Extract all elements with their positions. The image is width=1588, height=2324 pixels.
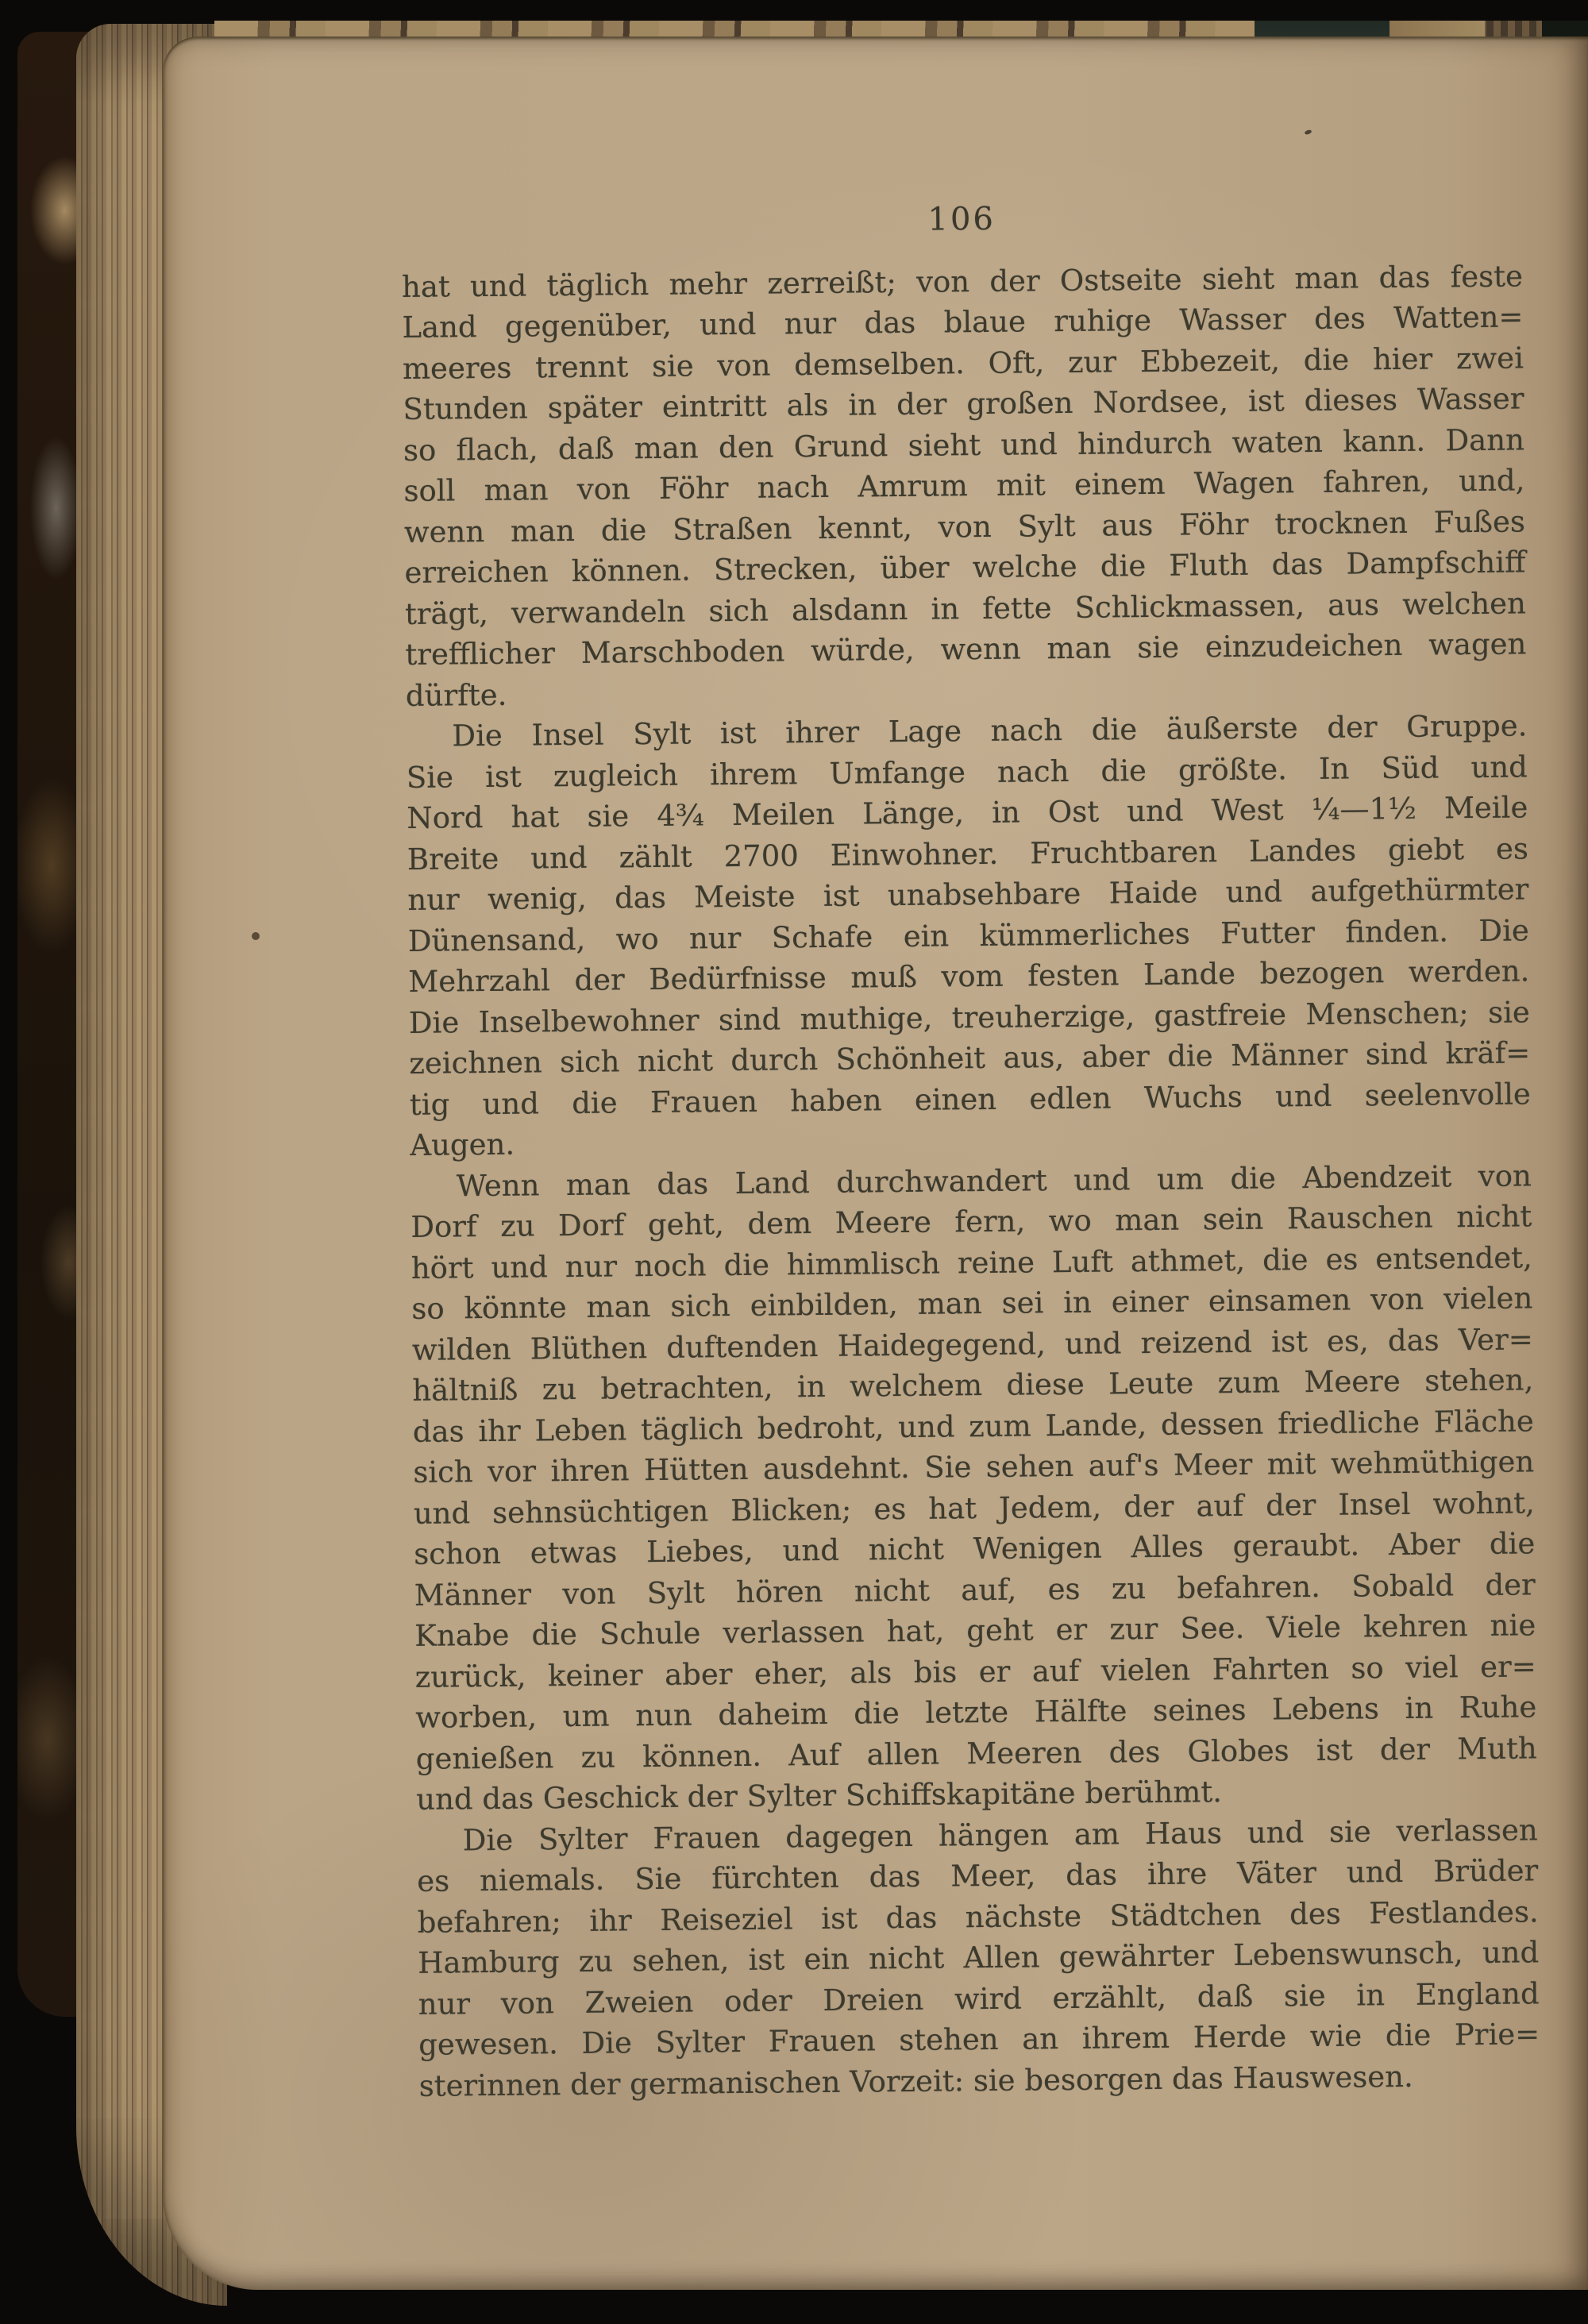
text-line: trägt, verwandeln sich alsdann in fette Schlickmassen, aus welchen xyxy=(404,585,1527,631)
text-line: Dünensand, wo nur Schafe ein kümmerliches Futter finden. Die xyxy=(407,912,1530,958)
page-text xyxy=(401,194,1540,2106)
text-line: Dorf zu Dorf geht, dem Meere fern, wo man sein Rauschen nicht xyxy=(410,1199,1532,1244)
text-line: gewesen. Die Sylter Frauen stehen an ihrem Herde wie die Prie= xyxy=(418,2017,1540,2062)
text-line: zurück, keiner aber eher, als bis er auf vielen Fahrten so viel er= xyxy=(414,1648,1536,1694)
text-line: zeichnen sich nicht durch Schönheit aus, aber die Männer sind kräf= xyxy=(409,1035,1531,1081)
text-line: hat und täglich mehr zerreißt; von der Ostseite sieht man das feste xyxy=(401,258,1524,304)
text-line: worben, um nun daheim die letzte Hälfte seines Lebens in Ruhe xyxy=(415,1690,1537,1735)
text-line: Land gegenüber, und nur das blaue ruhige Wasser des Watten= xyxy=(402,299,1524,345)
text-line: so könnte man sich einbilden, man sei in einer einsamen von vielen xyxy=(411,1281,1533,1326)
text-line: Die Inselbewohner sind muthige, treuherzige, gastfreie Menschen; sie xyxy=(408,994,1531,1040)
paragraph-2 xyxy=(406,705,1531,1166)
text-line: schon etwas Liebes, und nicht Wenigen Alles geraubt. Aber die xyxy=(414,1526,1536,1571)
text-line: Augen. xyxy=(410,1127,515,1162)
text-line: Wenn man das Land durchwandert und um die Abendzeit von xyxy=(456,1158,1532,1203)
text-line: Die Insel Sylt ist ihrer Lage nach die äußerste der Gruppe. xyxy=(452,708,1528,753)
text-line: tig und die Frauen haben einen edlen Wuchs und seelenvolle xyxy=(409,1076,1532,1122)
text-line: wenn man die Straßen kennt, von Sylt aus Föhr trocknen Fußes xyxy=(403,503,1526,549)
text-line: Mehrzahl der Bedürfnisse muß vom festen Lande bezogen werden. xyxy=(408,954,1530,999)
paragraph-4 xyxy=(417,1809,1540,2106)
text-line: soll man von Föhr nach Amrum mit einem Wagen fahren, und, xyxy=(403,463,1525,508)
text-line: Breite und zählt 2700 Einwohner. Fruchtbaren Landes giebt es xyxy=(407,831,1529,877)
text-line: Nord hat sie 4¾ Meilen Länge, in Ost und West ¼—1½ Meile xyxy=(407,790,1528,835)
text-line: Hamburg zu sehen, ist ein nicht Allen gewährter Lebenswunsch, und xyxy=(418,1935,1540,1980)
text-line: erreichen können. Strecken, über welche die Fluth das Dampfschiff xyxy=(404,545,1526,590)
text-line: Sie ist zugleich ihrem Umfange nach die größte. In Süd und xyxy=(406,749,1528,795)
text-line: nur wenig, das Meiste ist unabsehbare Haide und aufgethürmter xyxy=(407,872,1529,917)
text-line: Stunden später eintritt als in der großen Nordsee, ist dieses Wasser xyxy=(403,381,1524,426)
text-line: meeres trennt sie von demselben. Oft, zur Ebbezeit, die hier zwei xyxy=(402,340,1524,386)
text-line: befahren; ihr Reiseziel ist das nächste Städtchen des Festlandes. xyxy=(417,1894,1539,1940)
book-page xyxy=(163,37,1588,2290)
text-line: Männer von Sylt hören nicht auf, es zu befahren. Sobald der xyxy=(414,1567,1536,1613)
text-line: Die Sylter Frauen dagegen hängen am Haus und sie verlassen xyxy=(462,1812,1538,1857)
text-line: das ihr Leben täglich bedroht, und zum Lande, dessen friedliche Fläche xyxy=(412,1403,1534,1449)
page-number: 106 xyxy=(927,200,996,238)
text-line: hältniß zu betrachten, in welchem diese Leute zum Meere stehen, xyxy=(412,1362,1534,1408)
paragraph-3 xyxy=(410,1155,1538,1821)
text-line: genießen zu können. Auf allen Meeren des Globes ist der Muth xyxy=(415,1730,1537,1776)
text-line: Knabe die Schule verlassen hat, geht er zur See. Viele kehren nie xyxy=(414,1608,1536,1653)
text-line: es niemals. Sie fürchten das Meer, das ihre Väter und Brüder xyxy=(417,1853,1539,1898)
text-line: dürfte. xyxy=(405,677,507,713)
text-line: so flach, daß man den Grund sieht und hindurch waten kann. Dann xyxy=(403,422,1525,468)
text-line: nur von Zweien oder Dreien wird erzählt, daß sie in England xyxy=(418,1975,1540,2021)
text-line: trefflicher Marschboden würde, wenn man sie einzudeichen wagen xyxy=(405,626,1527,672)
ink-speck xyxy=(252,932,260,940)
text-line: und sehnsüchtigen Blicken; es hat Jedem, der auf der Insel wohnt, xyxy=(413,1485,1535,1531)
ink-speck xyxy=(1304,129,1312,136)
text-line: und das Geschick der Sylter Schiffskapitäne berühmt. xyxy=(416,1775,1223,1817)
paragraph-1 xyxy=(402,256,1527,716)
text-line: hört und nur noch die himmlisch reine Luft athmet, die es entsendet, xyxy=(410,1239,1532,1285)
text-line: wilden Blüthen duftenden Haidegegend, und reizend ist es, das Ver= xyxy=(411,1321,1533,1367)
text-line: sterinnen der germanischen Vorzeit: sie besorgen das Hauswesen. xyxy=(418,2059,1413,2103)
text-line: sich vor ihren Hütten ausdehnt. Sie sehen auf's Meer mit wehmüthigen xyxy=(413,1444,1535,1490)
